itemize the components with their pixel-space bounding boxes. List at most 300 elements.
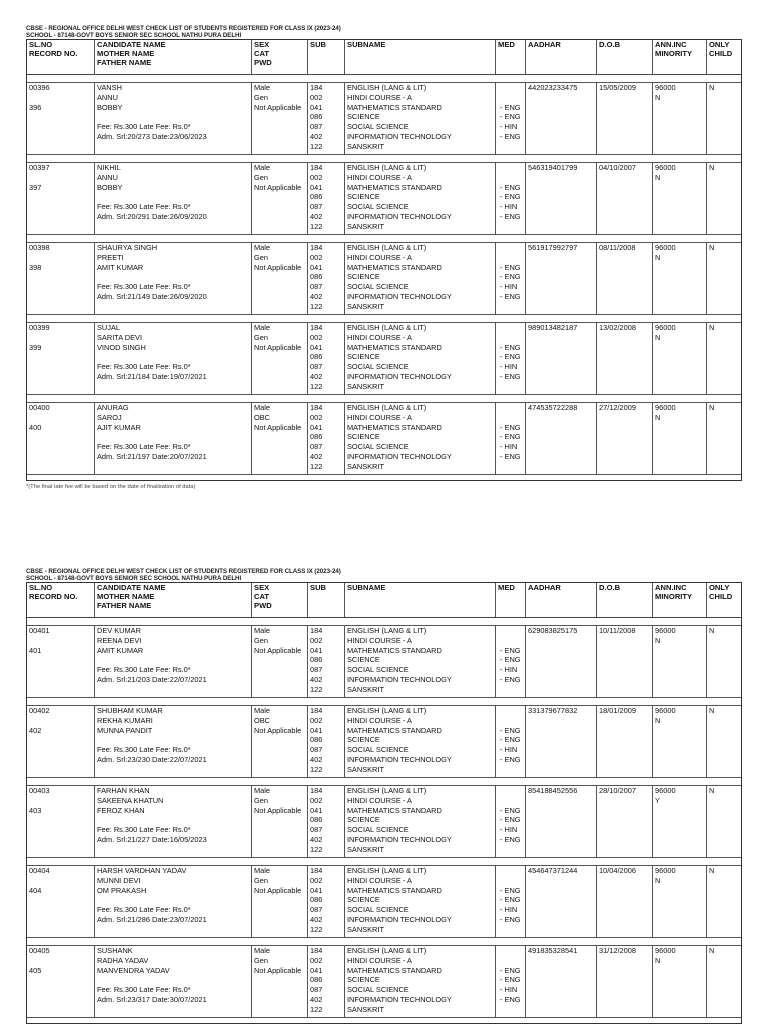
subject-code: 087: [310, 745, 323, 755]
subject-name: HINDI COURSE - A: [347, 955, 412, 965]
subject-codes-cell: [308, 403, 345, 474]
names-cell: [95, 626, 252, 697]
medium: - ENG: [500, 895, 521, 905]
subject-name: ENGLISH (LANG & LIT): [347, 403, 427, 412]
subject-name: SANSKRIT: [347, 301, 384, 311]
medium: - ENG: [500, 655, 521, 665]
subject-name: HINDI COURSE - A: [347, 92, 412, 102]
table-header: [27, 40, 741, 75]
table-row: [27, 626, 741, 698]
table-row: [27, 866, 741, 938]
row-separator: [27, 618, 741, 626]
aadhar-cell: [526, 626, 597, 697]
school-name: SCHOOL - 87148-GOVT BOYS SENIOR SEC SCHOOL NATHU PURA DELHI: [26, 575, 242, 582]
col-sex: SEX: [254, 583, 270, 592]
medium: - ENG: [500, 645, 521, 655]
medium: - ENG: [500, 192, 521, 202]
fee-text: Fee: Rs.300 Late Fee: Rs.0*: [97, 985, 191, 995]
subject-code: 087: [310, 362, 323, 372]
subject-code: 087: [310, 202, 323, 212]
date-of-birth: 31/12/2008: [599, 946, 636, 955]
medium: - ENG: [500, 975, 521, 985]
subject-name: SANSKRIT: [347, 221, 384, 231]
annual-income: 96000: [655, 243, 676, 252]
subject-name: MATHEMATICS STANDARD: [347, 262, 442, 272]
subject-code: 041: [310, 725, 323, 735]
date-of-birth: 28/10/2007: [599, 786, 636, 795]
record-no: 401: [29, 645, 42, 655]
subject-name: MATHEMATICS STANDARD: [347, 422, 442, 432]
spacer-line: [97, 432, 249, 442]
father-name: MUNNA PANDIT: [97, 725, 153, 735]
minority: N: [655, 332, 661, 342]
subject-code: 122: [310, 764, 323, 774]
record-no: 397: [29, 182, 42, 192]
admission-text: Adm. Srl:23/230 Date:22/07/2021: [97, 754, 207, 764]
medium: - ENG: [500, 451, 521, 461]
dob-cell: [597, 626, 653, 697]
minority: N: [655, 172, 661, 182]
subject-name: SCIENCE: [347, 272, 380, 282]
subject-name: ENGLISH (LANG & LIT): [347, 243, 427, 252]
spacer-line: [498, 83, 523, 93]
category: OBC: [254, 412, 271, 422]
subject-code: 002: [310, 332, 323, 342]
medium-cell: [496, 243, 526, 314]
medium: - HIN: [500, 745, 518, 755]
medium: - ENG: [500, 422, 521, 432]
subject-code: 041: [310, 182, 323, 192]
mother-name: SAKEENA KHATUN: [97, 795, 164, 805]
category: Gen: [254, 172, 268, 182]
record-id-cell: [27, 83, 95, 154]
names-cell: [95, 866, 252, 937]
spacer-line: [498, 243, 523, 253]
annual-income: 96000: [655, 626, 676, 635]
checklist-page-2: [26, 568, 742, 1024]
col-candidate-name: CANDIDATE NAME: [97, 40, 166, 49]
sex-cat-cell: [252, 323, 308, 394]
father-name: BOBBY: [97, 102, 123, 112]
subject-name: ENGLISH (LANG & LIT): [347, 706, 427, 715]
income-cell: [653, 83, 707, 154]
dob-cell: [597, 243, 653, 314]
medium: - ENG: [500, 262, 521, 272]
father-name: AMIT KUMAR: [97, 262, 144, 272]
row-separator: [27, 395, 741, 403]
subject-code: 086: [310, 895, 323, 905]
spacer-line: [97, 112, 249, 122]
spacer-line: [97, 192, 249, 202]
date-of-birth: 27/12/2009: [599, 403, 636, 412]
subject-code: 041: [310, 422, 323, 432]
subject-name: ENGLISH (LANG & LIT): [347, 866, 427, 875]
subject-code: 122: [310, 221, 323, 231]
col-child: CHILD: [709, 49, 733, 58]
subject-name: SOCIAL SCIENCE: [347, 442, 409, 452]
fee-text: Fee: Rs.300 Late Fee: Rs.0*: [97, 282, 191, 292]
aadhar-number: 474535722288: [528, 403, 578, 412]
subject-code: 402: [310, 914, 323, 924]
only-child-cell: [707, 626, 741, 697]
medium: - ENG: [500, 342, 521, 352]
col-pwd: PWD: [254, 601, 272, 610]
medium: - ENG: [500, 102, 521, 112]
subject-code: 402: [310, 451, 323, 461]
spacer-line: [498, 866, 523, 876]
subject-name: ENGLISH (LANG & LIT): [347, 786, 427, 795]
dob-cell: [597, 946, 653, 1017]
subject-names-cell: [345, 626, 496, 697]
aadhar-cell: [526, 786, 597, 857]
subject-code: 122: [310, 844, 323, 854]
subject-code: 087: [310, 825, 323, 835]
table-row: [27, 323, 741, 395]
sl-no: 00403: [29, 786, 50, 795]
col-aadhar: AADHAR: [528, 583, 561, 592]
medium: - ENG: [500, 965, 521, 975]
subject-name: SCIENCE: [347, 815, 380, 825]
category: Gen: [254, 795, 268, 805]
subject-name: HINDI COURSE - A: [347, 635, 412, 645]
candidate-name: ANURAG: [97, 403, 129, 412]
sex-cat-cell: [252, 706, 308, 777]
subject-name: HINDI COURSE - A: [347, 172, 412, 182]
minority: Y: [655, 795, 660, 805]
sex-cat-cell: [252, 626, 308, 697]
father-name: MANVENDRA YADAV: [97, 965, 170, 975]
subject-code: 402: [310, 291, 323, 301]
col-record-no: RECORD NO.: [29, 49, 78, 58]
record-no: 402: [29, 725, 42, 735]
subject-code: 402: [310, 211, 323, 221]
table-bottom: [27, 475, 741, 480]
medium: - HIN: [500, 905, 518, 915]
col-dob: D.O.B: [599, 40, 621, 49]
spacer-line: [97, 815, 249, 825]
sex-cat-cell: [252, 403, 308, 474]
spacer-line: [498, 796, 523, 806]
spacer-line: [498, 706, 523, 716]
sex: Male: [254, 83, 271, 92]
subject-name: MATHEMATICS STANDARD: [347, 805, 442, 815]
subject-name: SOCIAL SCIENCE: [347, 825, 409, 835]
subject-name: SCIENCE: [347, 112, 380, 122]
table-header: [27, 583, 741, 618]
row-separator: [27, 858, 741, 866]
subject-codes-cell: [308, 866, 345, 937]
spacer-line: [498, 323, 523, 333]
sex-cat-cell: [252, 786, 308, 857]
subject-name: INFORMATION TECHNOLOGY: [347, 451, 452, 461]
father-name: OM PRAKASH: [97, 885, 147, 895]
col-sub: SUB: [310, 40, 327, 49]
admission-text: Adm. Srl:21/227 Date:16/05/2023: [97, 834, 207, 844]
annual-income: 96000: [655, 786, 676, 795]
income-cell: [653, 403, 707, 474]
subject-code: 041: [310, 965, 323, 975]
names-cell: [95, 786, 252, 857]
row-separator: [27, 155, 741, 163]
col-cat: CAT: [254, 592, 270, 601]
subject-code: 402: [310, 371, 323, 381]
subject-code: 086: [310, 975, 323, 985]
category: OBC: [254, 715, 271, 725]
names-cell: [95, 403, 252, 474]
admission-text: Adm. Srl:21/203 Date:22/07/2021: [97, 674, 207, 684]
spacer-line: [97, 272, 249, 282]
aadhar-number: 491835328541: [528, 946, 578, 955]
medium: - ENG: [500, 352, 521, 362]
subject-code: 086: [310, 655, 323, 665]
medium: - HIN: [500, 442, 518, 452]
admission-text: Adm. Srl:21/149 Date:26/09/2020: [97, 291, 207, 301]
candidate-name: SUJAL: [97, 323, 121, 332]
candidate-name: DEV KUMAR: [97, 626, 141, 635]
col-record-no: RECORD NO.: [29, 592, 78, 601]
medium: - ENG: [500, 291, 521, 301]
candidate-name: HARSH VARDHAN YADAV: [97, 866, 187, 875]
subject-name: INFORMATION TECHNOLOGY: [347, 994, 452, 1004]
admission-text: Adm. Srl:21/286 Date:23/07/2021: [97, 914, 207, 924]
only-child: N: [709, 323, 715, 332]
subject-name: SCIENCE: [347, 352, 380, 362]
table-row: [27, 83, 741, 155]
subject-codes-cell: [308, 83, 345, 154]
spacer-line: [29, 173, 92, 183]
annual-income: 96000: [655, 323, 676, 332]
spacer-line: [29, 716, 92, 726]
subject-code: 041: [310, 885, 323, 895]
dob-cell: [597, 403, 653, 474]
subject-name: SCIENCE: [347, 735, 380, 745]
income-cell: [653, 243, 707, 314]
spacer-line: [29, 956, 92, 966]
row-separator: [27, 235, 741, 243]
subject-codes-cell: [308, 163, 345, 234]
category: Gen: [254, 955, 268, 965]
subject-code: 122: [310, 461, 323, 471]
spacer-line: [498, 956, 523, 966]
sex: Male: [254, 243, 271, 252]
dob-cell: [597, 706, 653, 777]
record-no: 398: [29, 262, 42, 272]
aadhar-number: 989013482187: [528, 323, 578, 332]
names-cell: [95, 946, 252, 1017]
spacer-line: [29, 333, 92, 343]
medium: - HIN: [500, 665, 518, 675]
dob-cell: [597, 163, 653, 234]
subject-code: 002: [310, 795, 323, 805]
row-separator: [27, 75, 741, 83]
dob-cell: [597, 83, 653, 154]
only-child-cell: [707, 706, 741, 777]
subject-code: 087: [310, 985, 323, 995]
admission-text: Adm. Srl:20/291 Date:26/09/2020: [97, 211, 207, 221]
spacer-line: [29, 796, 92, 806]
only-child-cell: [707, 786, 741, 857]
aadhar-cell: [526, 243, 597, 314]
subject-name: SOCIAL SCIENCE: [347, 122, 409, 132]
subject-code: 402: [310, 834, 323, 844]
medium: - ENG: [500, 754, 521, 764]
aadhar-cell: [526, 946, 597, 1017]
subject-name: HINDI COURSE - A: [347, 715, 412, 725]
candidate-name: NIKHIL: [97, 163, 121, 172]
only-child-cell: [707, 866, 741, 937]
medium: - ENG: [500, 885, 521, 895]
spacer-line: [29, 93, 92, 103]
aadhar-cell: [526, 83, 597, 154]
record-id-cell: [27, 946, 95, 1017]
subject-name: SOCIAL SCIENCE: [347, 665, 409, 675]
medium: - HIN: [500, 362, 518, 372]
candidate-name: VANSH: [97, 83, 122, 92]
record-no: 399: [29, 342, 42, 352]
subject-name: MATHEMATICS STANDARD: [347, 645, 442, 655]
subject-name: SANSKRIT: [347, 764, 384, 774]
subject-code: 087: [310, 122, 323, 132]
subject-code: 122: [310, 381, 323, 391]
medium-cell: [496, 323, 526, 394]
minority: N: [655, 92, 661, 102]
sl-no: 00405: [29, 946, 50, 955]
col-subname: SUBNAME: [347, 583, 386, 592]
date-of-birth: 15/05/2009: [599, 83, 636, 92]
subject-name: SOCIAL SCIENCE: [347, 362, 409, 372]
record-id-cell: [27, 626, 95, 697]
income-cell: [653, 946, 707, 1017]
subject-code: 041: [310, 342, 323, 352]
row-separator: [27, 938, 741, 946]
subject-name: SOCIAL SCIENCE: [347, 905, 409, 915]
subject-name: ENGLISH (LANG & LIT): [347, 163, 427, 172]
pwd: Not Applicable: [254, 725, 302, 735]
medium: - HIN: [500, 202, 518, 212]
only-child: N: [709, 786, 715, 795]
mother-name: SARITA DEVI: [97, 332, 143, 342]
pwd: Not Applicable: [254, 262, 302, 272]
col-only: ONLY: [709, 40, 730, 49]
spacer-line: [29, 413, 92, 423]
subject-name: SCIENCE: [347, 975, 380, 985]
student-table: [26, 582, 742, 1024]
col-aadhar: AADHAR: [528, 40, 561, 49]
medium: - ENG: [500, 131, 521, 141]
sex-cat-cell: [252, 163, 308, 234]
medium-cell: [496, 626, 526, 697]
record-id-cell: [27, 706, 95, 777]
col-father-name: FATHER NAME: [97, 58, 152, 67]
father-name: VINOD SINGH: [97, 342, 146, 352]
table-bottom: [27, 1018, 741, 1023]
aadhar-cell: [526, 323, 597, 394]
subject-code: 184: [310, 323, 323, 332]
subject-name: HINDI COURSE - A: [347, 332, 412, 342]
admission-text: Adm. Srl:20/273 Date:23/06/2023: [97, 131, 207, 141]
subject-code: 086: [310, 815, 323, 825]
col-subname: SUBNAME: [347, 40, 386, 49]
col-child: CHILD: [709, 592, 733, 601]
spacer-line: [97, 895, 249, 905]
pwd: Not Applicable: [254, 102, 302, 112]
subject-codes-cell: [308, 946, 345, 1017]
category: Gen: [254, 635, 268, 645]
checklist-page-1: [26, 25, 742, 490]
fee-text: Fee: Rs.300 Late Fee: Rs.0*: [97, 362, 191, 372]
record-id-cell: [27, 163, 95, 234]
col-cat: CAT: [254, 49, 270, 58]
subject-name: MATHEMATICS STANDARD: [347, 102, 442, 112]
sex: Male: [254, 163, 271, 172]
subject-code: 184: [310, 866, 323, 875]
subject-name: SCIENCE: [347, 192, 380, 202]
spacer-line: [97, 975, 249, 985]
only-child: N: [709, 83, 715, 92]
medium: - ENG: [500, 914, 521, 924]
col-sex: SEX: [254, 40, 270, 49]
subject-code: 002: [310, 172, 323, 182]
subject-name: HINDI COURSE - A: [347, 795, 412, 805]
father-name: FEROZ KHAN: [97, 805, 145, 815]
col-dob: D.O.B: [599, 583, 621, 592]
candidate-name: SUSHANK: [97, 946, 133, 955]
table-row: [27, 706, 741, 778]
spacer-line: [498, 876, 523, 886]
subject-codes-cell: [308, 706, 345, 777]
subject-code: 002: [310, 955, 323, 965]
subject-name: INFORMATION TECHNOLOGY: [347, 371, 452, 381]
subject-name: INFORMATION TECHNOLOGY: [347, 211, 452, 221]
spacer-line: [498, 626, 523, 636]
fee-text: Fee: Rs.300 Late Fee: Rs.0*: [97, 745, 191, 755]
spacer-line: [29, 253, 92, 263]
medium-cell: [496, 786, 526, 857]
fee-text: Fee: Rs.300 Late Fee: Rs.0*: [97, 905, 191, 915]
spacer-line: [97, 352, 249, 362]
income-cell: [653, 163, 707, 234]
income-cell: [653, 786, 707, 857]
only-child-cell: [707, 163, 741, 234]
spacer-line: [29, 876, 92, 886]
subject-code: 087: [310, 665, 323, 675]
subject-code: 184: [310, 243, 323, 252]
subject-name: SOCIAL SCIENCE: [347, 282, 409, 292]
subject-code: 041: [310, 262, 323, 272]
subject-name: MATHEMATICS STANDARD: [347, 885, 442, 895]
sl-no: 00401: [29, 626, 50, 635]
mother-name: ANNU: [97, 92, 118, 102]
sex-cat-cell: [252, 866, 308, 937]
subject-names-cell: [345, 866, 496, 937]
sl-no: 00397: [29, 163, 50, 172]
only-child: N: [709, 403, 715, 412]
sex-cat-cell: [252, 946, 308, 1017]
pwd: Not Applicable: [254, 645, 302, 655]
subject-code: 002: [310, 635, 323, 645]
pwd: Not Applicable: [254, 182, 302, 192]
only-child: N: [709, 626, 715, 635]
medium: - HIN: [500, 985, 518, 995]
sex: Male: [254, 706, 271, 715]
spacer-line: [498, 946, 523, 956]
dob-cell: [597, 786, 653, 857]
candidate-name: FARHAN KHAN: [97, 786, 150, 795]
subject-name: ENGLISH (LANG & LIT): [347, 83, 427, 92]
aadhar-number: 331379677832: [528, 706, 578, 715]
subject-codes-cell: [308, 626, 345, 697]
subject-codes-cell: [308, 786, 345, 857]
